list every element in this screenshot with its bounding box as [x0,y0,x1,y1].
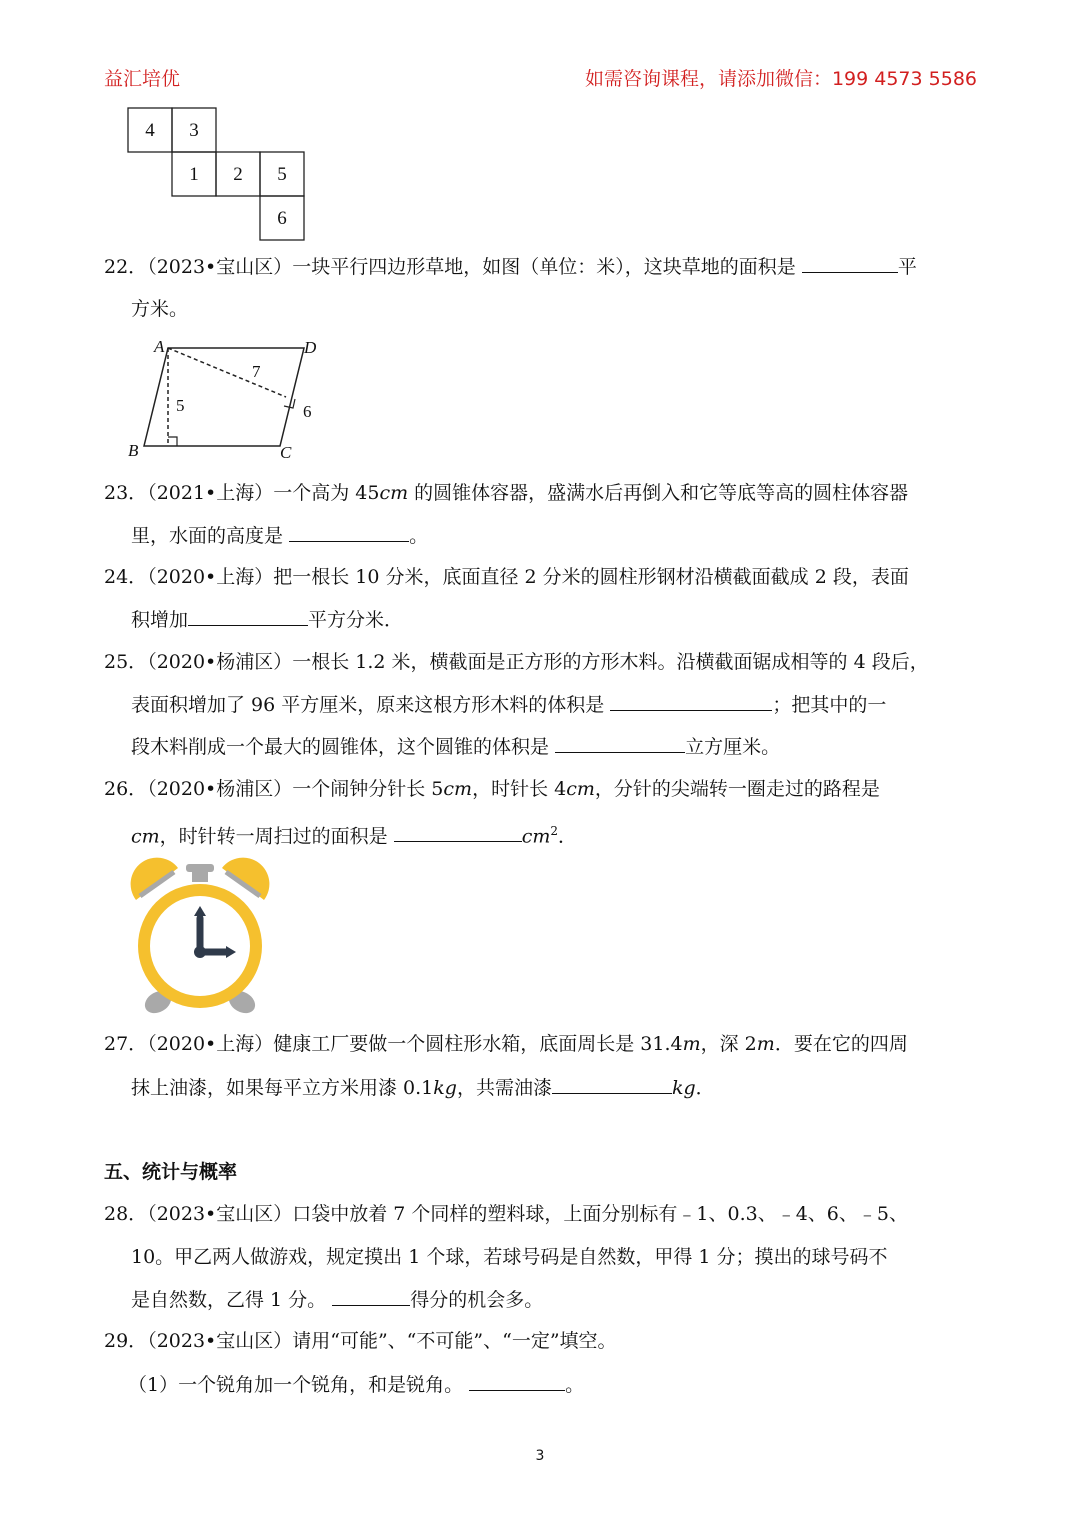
section-title-statistics: 五、统计与概率 [104,1161,238,1183]
label-height-5: 5 [176,396,185,415]
answer-blank-29-1[interactable] [469,1372,565,1391]
page-number: 3 [535,1448,545,1464]
cube-net-cell-4: 2 [233,164,243,185]
question-23-line2: 里，水面的高度是 。 [131,525,429,547]
answer-blank-25a[interactable] [610,692,772,711]
question-28-line3: 是自然数，乙得 1 分。 得分的机会多。 [131,1289,544,1311]
alarm-clock-figure [126,852,274,1020]
cube-net-cell-3: 1 [189,164,199,185]
question-29-sub1: （1）一个锐角加一个锐角，和是锐角。 。 [128,1374,585,1396]
parallelogram-figure [124,336,334,464]
cube-net-cell-5: 5 [277,164,287,185]
cube-net-cell-1: 4 [145,120,155,141]
answer-blank-24[interactable] [188,607,308,626]
label-height-7: 7 [252,362,261,381]
question-27-line2: 抹上油漆，如果每平立方米用漆 0.1kg，共需油漆 kg． [131,1077,715,1099]
answer-blank-26[interactable] [394,823,522,842]
question-28: 28．（2023•宝山区）口袋中放着 7 个同样的塑料球，上面分别标有﹣1、0.3、﹣4、6、﹣5、 [104,1203,908,1225]
label-B: B [128,441,139,460]
cube-net-cell-6: 6 [277,208,287,229]
cube-net-figure [126,106,308,242]
question-27: 27．（2020•上海）健康工厂要做一个圆柱形水箱，底面周长是 31.4m，深 2m．要在它的四周 [104,1033,908,1055]
question-28-line2: 10。甲乙两人做游戏，规定摸出 1 个球，若球号码是自然数，甲得 1 分；摸出的球号码不 [131,1246,888,1268]
question-26-line2: cm，时针转一周扫过的面积是 $cm^2$． [131,824,578,848]
question-24: 24．（2020•上海）把一根长 10 分米，底面直径 2 分米的圆柱形钢材沿横截面截成 2 段，表面 [104,566,909,588]
label-side-6: 6 [303,402,312,421]
question-22: 22．（2023•宝山区）一块平行四边形草地，如图（单位：米），这块草地的面积是 平 [104,256,917,278]
question-24-line2: 积增加 平方分米． [131,609,404,631]
question-25: 25．（2020•杨浦区）一根长 1.2 米，横截面是正方形的方形木料。沿横截面锯成相等的 4 段后， [104,651,929,673]
question-22-line2: 方米。 [131,298,189,320]
answer-blank-23[interactable] [289,523,409,542]
answer-blank-27[interactable] [552,1075,672,1094]
cube-net-cell-2: 3 [189,120,199,141]
label-C: C [280,443,292,462]
question-26: 26．（2020•杨浦区）一个闹钟分针长 5cm，时针长 4cm，分针的尖端转一圈走过的路程是 [104,778,880,800]
answer-blank-28[interactable] [332,1287,410,1306]
question-25-line2: 表面积增加了 96 平方厘米，原来这根方形木料的体积是 ；把其中的一 [131,694,887,716]
header-brand: 益汇培优 [104,68,181,90]
label-A: A [154,337,165,356]
question-23: 23．（2021•上海）一个高为 45cm 的圆锥体容器，盛满水后再倒入和它等底等高的圆柱体容器 [104,482,909,504]
question-29: 29．（2023•宝山区）请用“可能”、“不可能”、“一定”填空。 [104,1330,617,1352]
answer-blank-22[interactable] [802,254,898,273]
question-25-line3: 段木料削成一个最大的圆锥体，这个圆锥的体积是 立方厘米。 [131,736,781,758]
header-contact: 如需咨询课程，请添加微信：199 4573 5586 [584,68,977,90]
label-D: D [304,338,317,357]
answer-blank-25b[interactable] [555,734,685,753]
